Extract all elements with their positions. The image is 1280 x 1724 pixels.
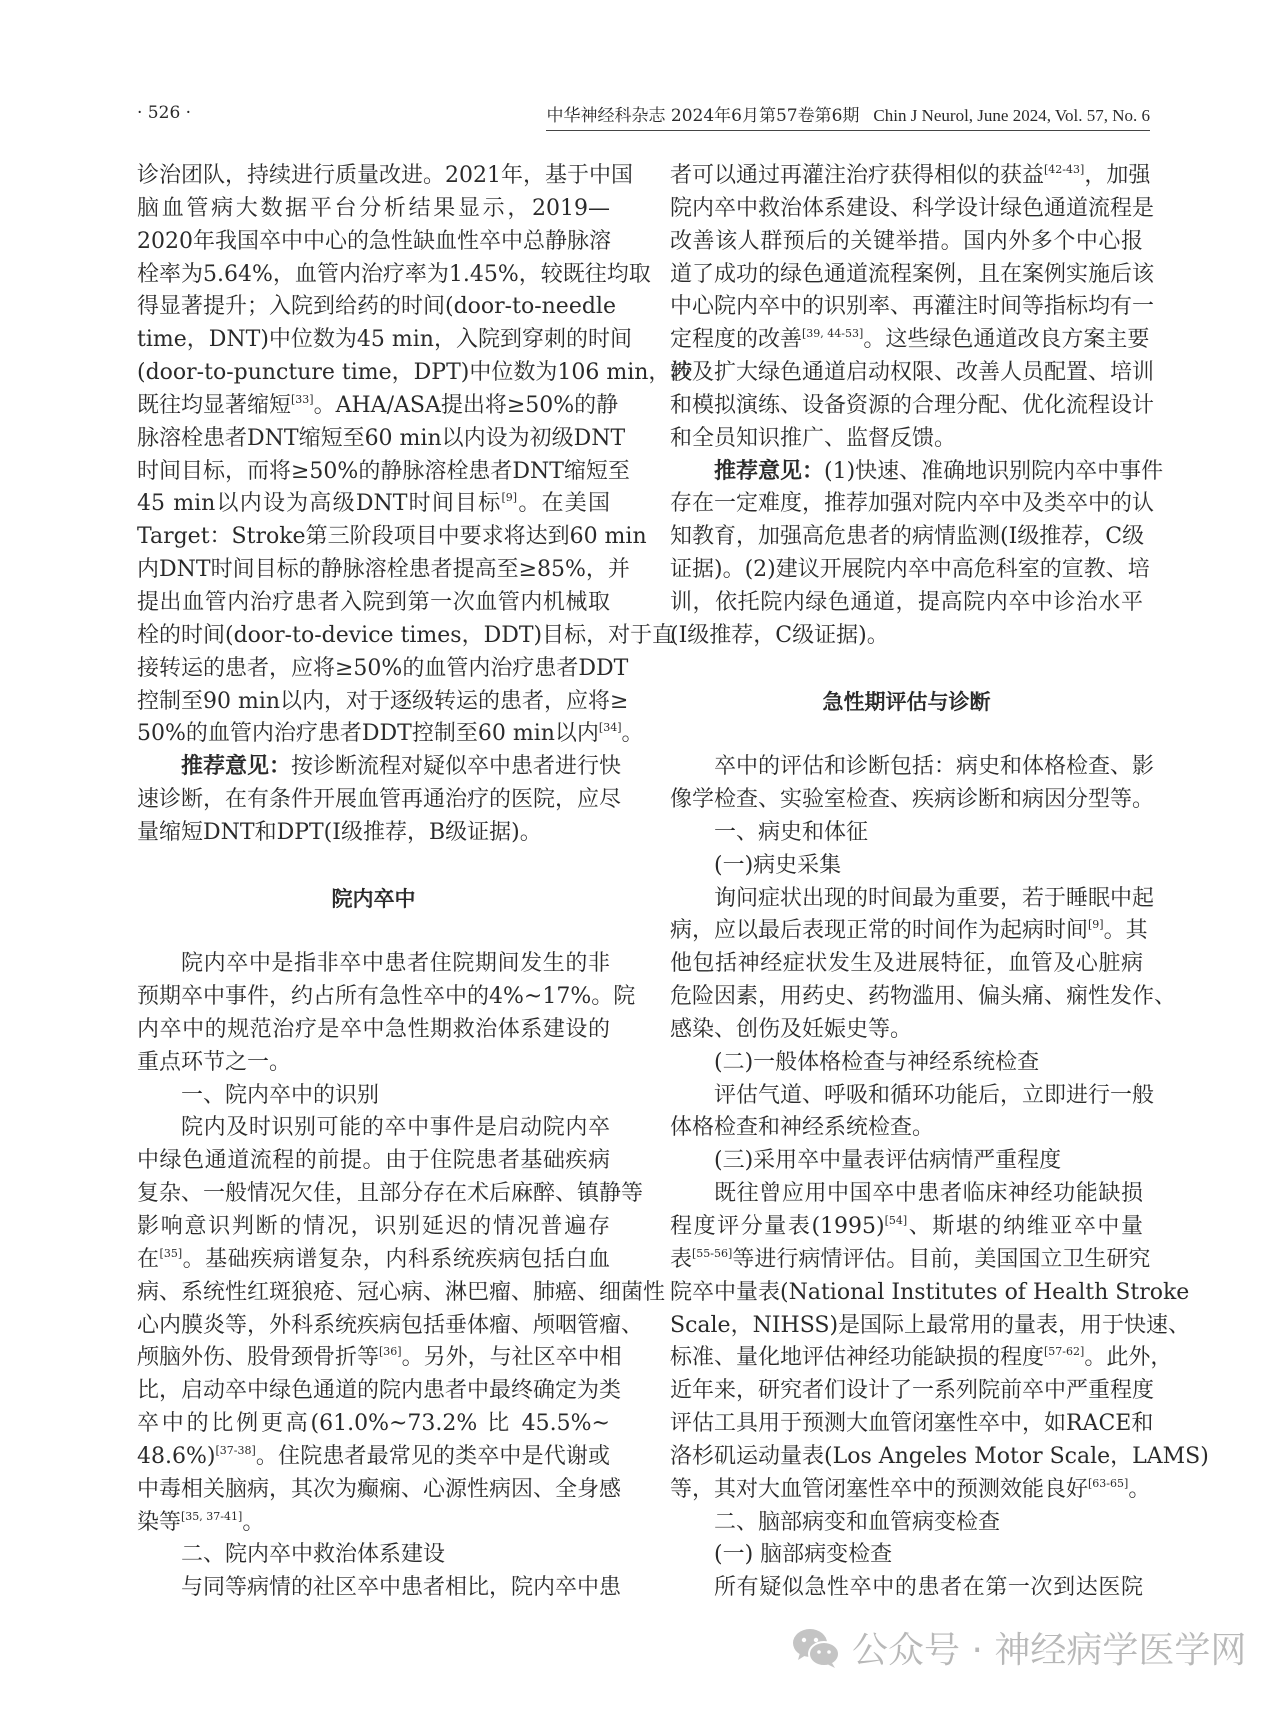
text-run: 内卒中的规范治疗是卒中急性期救治体系建设的 [137, 1016, 610, 1042]
text-run: 速诊断，在有条件开展血管再通治疗的医院，应尽 [137, 787, 622, 813]
text-run: Target：Stroke第三阶段项目中要求将达到60 min [137, 524, 647, 550]
text-run: 控制至90 min以内，对于逐级转运的患者，应将≥ [137, 688, 629, 714]
citation-ref: [57-62] [1044, 1345, 1085, 1359]
text-run: 卒中的比例更高(61.0%~73.2% 比 45.5%~ [137, 1411, 610, 1437]
text-line [670, 193, 1155, 226]
text-line [670, 1211, 1143, 1244]
recommendation-label: 推荐意见： [181, 754, 292, 780]
text-line [670, 1080, 1155, 1113]
text-run: 。另外，与社区卒中相 [401, 1345, 622, 1371]
text-run: 颅脑外伤、股骨颈骨折等 [137, 1345, 380, 1371]
journal-title-en: Chin J Neurol, June 2024, Vol. 57, No. 6 [873, 106, 1150, 125]
text-line [137, 1507, 610, 1540]
text-run: 预期卒中事件，约占所有急性卒中的4%~17%。院 [137, 984, 636, 1010]
text-run: 脑血管病大数据平台分析结果显示，2019— [137, 195, 610, 221]
left-column [137, 160, 693, 1605]
text-run: (三)采用卒中量表评估病情严重程度 [714, 1148, 1062, 1174]
text-line [670, 259, 1155, 292]
text-line [670, 423, 1143, 456]
text-line [137, 226, 610, 259]
text-run: 和模拟演练、设备资源的合理分配、优化流程设计 [670, 392, 1155, 418]
text-run: 。 [621, 721, 644, 747]
blank-line [670, 653, 1143, 686]
citation-ref: [63-65] [1088, 1476, 1129, 1490]
text-run: 在 [137, 1246, 160, 1272]
citation-ref: [54] [884, 1214, 908, 1227]
text-line [670, 456, 1164, 489]
text-run: 、斯堪的纳维亚卒中量 [907, 1214, 1143, 1239]
page-number: · 526 · [137, 103, 192, 123]
text-run: 中心院内卒中的识别率、再灌注时间等指标均有一 [670, 294, 1155, 320]
text-run: 45 min以内设为高级DNT时间目标 [137, 491, 502, 517]
text-line [670, 226, 1143, 259]
journal-title-cn: 中华神经科杂志 2024年6月第57卷第6期 [546, 106, 860, 126]
citation-ref: [42-43] [1044, 163, 1085, 176]
text-run: 内DNT时间目标的静脉溶栓患者提高至≥85%，并 [137, 557, 630, 583]
citation-ref: [34] [598, 721, 622, 735]
text-line [670, 784, 1155, 817]
text-run: 二、院内卒中救治体系建设 [181, 1542, 446, 1568]
text-run: 表 [670, 1246, 693, 1272]
citation-ref: [37-38] [215, 1443, 256, 1457]
text-line [670, 357, 1155, 390]
text-line [137, 1342, 622, 1375]
text-line [670, 554, 1150, 587]
right-column [670, 160, 1209, 1605]
text-run: (Ⅰ级推荐，C级证据)。 [670, 622, 889, 648]
text-line [137, 948, 610, 981]
text-run: 心内膜炎等，外科系统疾病包括垂体瘤、颅咽管瘤、 [137, 1312, 644, 1338]
text-run: 感染、创伤及妊娠史等。 [670, 1016, 913, 1042]
text-run: 院内卒中是指非卒中患者住院期间发生的非 [181, 951, 610, 977]
text-line [670, 850, 1143, 883]
text-run: 危险因素，用药史、药物滥用、偏头痛、痫性发作、 [670, 984, 1177, 1010]
citation-ref: [36] [379, 1345, 402, 1359]
text-line [670, 1474, 1151, 1507]
text-run: 院卒中量表(National Institutes of Health Stroke [670, 1279, 1190, 1305]
text-run: 脉溶栓患者DNT缩短至60 min以内设为初级DNT [137, 425, 626, 451]
text-run: 涉及扩大绿色通道启动权限、改善人员配置、培训 [670, 360, 1155, 386]
text-line [137, 390, 619, 423]
text-line [137, 488, 610, 521]
text-line [670, 1539, 1143, 1572]
text-run: 病，应以最后表现正常的时间作为起病时间 [670, 918, 1089, 944]
text-run: 50%的血管内治疗患者DDT控制至60 min以内 [137, 721, 599, 747]
text-line [670, 1375, 1155, 1408]
text-run: 证据)。(2)建议开展院内卒中高危科室的宣教、培 [670, 557, 1150, 583]
text-line [670, 1507, 1143, 1540]
text-run: Scale，NIHSS)是国际上最常用的量表，用于快速、 [670, 1312, 1191, 1338]
section-heading: 院内卒中 [331, 886, 416, 911]
text-run: 48.6%) [137, 1443, 216, 1469]
text-run: ，加强 [1084, 163, 1151, 188]
text-run: 。 [242, 1509, 265, 1535]
text-run: 。此外， [1084, 1345, 1173, 1371]
journal-running-head [546, 101, 1150, 131]
text-run: 中毒相关脑病，其次为癫痫、心源性病因、全身感 [137, 1476, 622, 1502]
text-run: 。其 [1103, 918, 1148, 944]
text-line [137, 1277, 666, 1310]
text-line [137, 1112, 610, 1145]
text-line [137, 1178, 644, 1211]
text-run: 2020年我国卒中中心的急性缺血性卒中总静脉溶 [137, 228, 611, 254]
text-run: 评估气道、呼吸和循环功能后，立即进行一般 [714, 1082, 1155, 1108]
blank-line [137, 915, 610, 948]
blank-line [670, 718, 1143, 751]
text-run: (二)一般体格检查与神经系统检查 [714, 1049, 1040, 1075]
text-line [670, 291, 1155, 324]
text-run: 栓的时间(door-to-device times，DDT)目标，对于直 [137, 622, 675, 648]
text-line [670, 160, 1151, 193]
text-line [670, 948, 1143, 981]
text-run: 知教育，加强高危患者的病情监测(Ⅰ级推荐，C级 [670, 524, 1145, 550]
text-run: 二、脑部病变和血管病变检查 [714, 1509, 1001, 1535]
text-line [137, 1211, 610, 1244]
text-run: 所有疑似急性卒中的患者在第一次到达医院 [714, 1575, 1143, 1601]
text-run: 和全员知识推广、监督反馈。 [670, 425, 957, 451]
text-line [670, 620, 1143, 653]
text-run: 与同等病情的社区卒中患者相比，院内卒中患 [181, 1575, 622, 1601]
text-line [670, 1408, 1154, 1441]
text-run: 一、病史和体征 [714, 819, 869, 845]
text-run: 。 [1128, 1476, 1151, 1502]
text-line [670, 883, 1155, 916]
text-line [670, 1014, 1143, 1047]
text-line [137, 587, 610, 620]
text-run: 标准、量化地评估神经功能缺损的程度 [670, 1345, 1045, 1371]
text-run: 按诊断流程对疑似卒中患者进行快 [291, 754, 622, 780]
text-line [670, 751, 1155, 784]
text-run: (door-to-puncture time，DPT)中位数为106 min，较 [137, 360, 693, 386]
text-line [137, 1080, 610, 1113]
text-run: 接转运的患者，应将≥50%的血管内治疗患者DDT [137, 655, 629, 681]
text-line [137, 653, 629, 686]
text-line [670, 915, 1148, 948]
text-run: 洛杉矶运动量表(Los Angeles Motor Scale，LAMS) [670, 1443, 1209, 1469]
text-line [670, 1310, 1191, 1343]
text-line [137, 686, 629, 719]
text-line [137, 1244, 610, 1277]
text-line [137, 259, 651, 292]
text-line [137, 1474, 622, 1507]
text-run: 他包括神经症状发生及进展特征，血管及心脏病 [670, 951, 1143, 977]
text-line [670, 390, 1155, 423]
text-line [670, 1244, 1151, 1277]
text-line [137, 620, 675, 653]
text-line [137, 357, 693, 390]
text-run: 复杂、一般情况欠佳，且部分存在术后麻醉、镇静等 [137, 1181, 644, 1207]
text-run: 像学检查、实验室检查、疾病诊断和病因分型等。 [670, 787, 1155, 813]
text-line [670, 587, 1143, 620]
text-run: 评估工具用于预测大血管闭塞性卒中，如RACE和 [670, 1411, 1154, 1437]
text-line [137, 1047, 610, 1080]
text-line [137, 160, 633, 193]
text-run: 院内卒中救治体系建设、科学设计绿色通道流程是 [670, 195, 1155, 221]
text-run: 等，其对大血管闭塞性卒中的预测效能良好 [670, 1476, 1089, 1502]
text-run: 改善该人群预后的关键举措。国内外多个中心报 [670, 228, 1143, 254]
text-run: 存在一定难度，推荐加强对院内卒中及类卒中的认 [670, 491, 1155, 517]
text-run: 染等 [137, 1509, 182, 1535]
citation-ref: [9] [501, 491, 518, 505]
text-run: 院内及时识别可能的卒中事件是启动院内卒 [181, 1115, 610, 1141]
text-run: 询问症状出现的时间最为重要，若于睡眠中起 [714, 885, 1155, 911]
text-run: 程度评分量表(1995) [670, 1214, 885, 1239]
text-run: 既往均显著缩短 [137, 392, 292, 418]
text-line [137, 1441, 610, 1474]
text-line [137, 521, 647, 554]
text-run: 等进行病情评估。目前，美国国立卫生研究 [732, 1246, 1151, 1272]
watermark-text: 公众号 · 神经病学医学网 [852, 1630, 1247, 1671]
text-line [137, 1572, 622, 1605]
text-run: (1)快速、准确地识别院内卒中事件 [824, 458, 1164, 484]
text-run: 比，启动卒中绿色通道的院内患者中最终确定为类 [137, 1378, 622, 1404]
citation-ref: [35, 37-41] [181, 1509, 243, 1523]
text-run: (一) 脑部病变检查 [714, 1542, 893, 1568]
text-run: 道了成功的绿色通道流程案例，且在案例实施后该 [670, 261, 1155, 287]
text-line [670, 324, 1150, 357]
text-line [137, 291, 616, 324]
text-run: 者可以通过再灌注治疗获得相似的获益 [670, 163, 1045, 188]
text-line [137, 554, 630, 587]
text-line [137, 1539, 610, 1572]
citation-ref: [39, 44-53] [802, 327, 864, 341]
text-line [670, 1277, 1190, 1310]
text-line [670, 1441, 1209, 1474]
text-run: 量缩短DNT和DPT(Ⅰ级推荐，B级证据)。 [137, 819, 542, 845]
text-line [670, 1112, 1143, 1145]
text-run: 病、系统性红斑狼疮、冠心病、淋巴瘤、肺癌、细菌性 [137, 1279, 666, 1305]
citation-ref: [55-56] [692, 1246, 733, 1260]
text-run: 诊治团队，持续进行质量改进。2021年，基于中国 [137, 163, 633, 188]
section-heading: 急性期评估与诊断 [822, 689, 991, 714]
text-run: 训，依托院内绿色通道，提高院内卒中诊治水平 [670, 589, 1143, 615]
text-line [670, 981, 1177, 1014]
text-run: 。住院患者最常见的类卒中是代谢或 [255, 1443, 610, 1469]
text-line [670, 1572, 1143, 1605]
text-line [137, 324, 632, 357]
text-line [137, 817, 610, 850]
text-run: 一、院内卒中的识别 [181, 1082, 380, 1108]
text-line [670, 488, 1155, 521]
text-line [137, 981, 636, 1014]
text-run: 。基础疾病谱复杂，内科系统疾病包括白血 [182, 1246, 610, 1272]
text-run: 时间目标，而将≥50%的静脉溶栓患者DNT缩短至 [137, 458, 630, 484]
text-line [670, 1047, 1143, 1080]
text-line [670, 1145, 1143, 1178]
text-run: 体格检查和神经系统检查。 [670, 1115, 935, 1141]
blank-line [137, 850, 610, 883]
text-run: 影响意识判断的情况，识别延迟的情况普遍存 [137, 1214, 610, 1239]
text-run: 。在美国 [517, 491, 610, 517]
text-line [137, 784, 622, 817]
text-line [137, 456, 630, 489]
text-line [137, 423, 626, 456]
text-line [137, 1145, 610, 1178]
recommendation-label: 推荐意见： [714, 458, 825, 484]
text-line [670, 1342, 1173, 1375]
text-run: time，DNT)中位数为45 min，入院到穿刺的时间 [137, 327, 632, 353]
watermark [792, 1622, 1246, 1673]
text-line [670, 1178, 1143, 1211]
text-run: 既往曾应用中国卒中患者临床神经功能缺损 [714, 1181, 1143, 1207]
text-run: 提出血管内治疗患者入院到第一次血管内机械取 [137, 589, 610, 615]
citation-ref: [9] [1088, 918, 1104, 932]
text-run: 。这些绿色通道改良方案主要 [863, 327, 1150, 353]
text-line [670, 521, 1143, 554]
text-line [137, 751, 622, 784]
text-line [670, 817, 1143, 850]
text-run: 。AHA/ASA提出将≥50%的静 [313, 392, 619, 418]
text-run: 近年来，研究者们设计了一系列院前卒中严重程度 [670, 1378, 1155, 1404]
text-line [137, 1014, 610, 1047]
text-line [137, 1375, 622, 1408]
text-run: 中绿色通道流程的前提。由于住院患者基础疾病 [137, 1148, 610, 1174]
text-line [137, 1310, 644, 1343]
text-run: 定程度的改善 [670, 327, 803, 353]
text-line [137, 718, 644, 751]
text-run: 卒中的评估和诊断包括：病史和体格检查、影 [714, 754, 1155, 780]
text-run: 重点环节之一。 [137, 1049, 292, 1075]
text-run: (一)病史采集 [714, 852, 842, 878]
text-line [137, 193, 610, 226]
text-run: 栓率为5.64%，血管内治疗率为1.45%，较既往均取 [137, 261, 651, 287]
citation-ref: [35] [159, 1246, 183, 1260]
wechat-icon [792, 1627, 840, 1669]
citation-ref: [33] [291, 392, 314, 406]
text-line [137, 1408, 610, 1441]
text-run: 得显著提升；入院到给药的时间(door-to-needle [137, 294, 616, 320]
